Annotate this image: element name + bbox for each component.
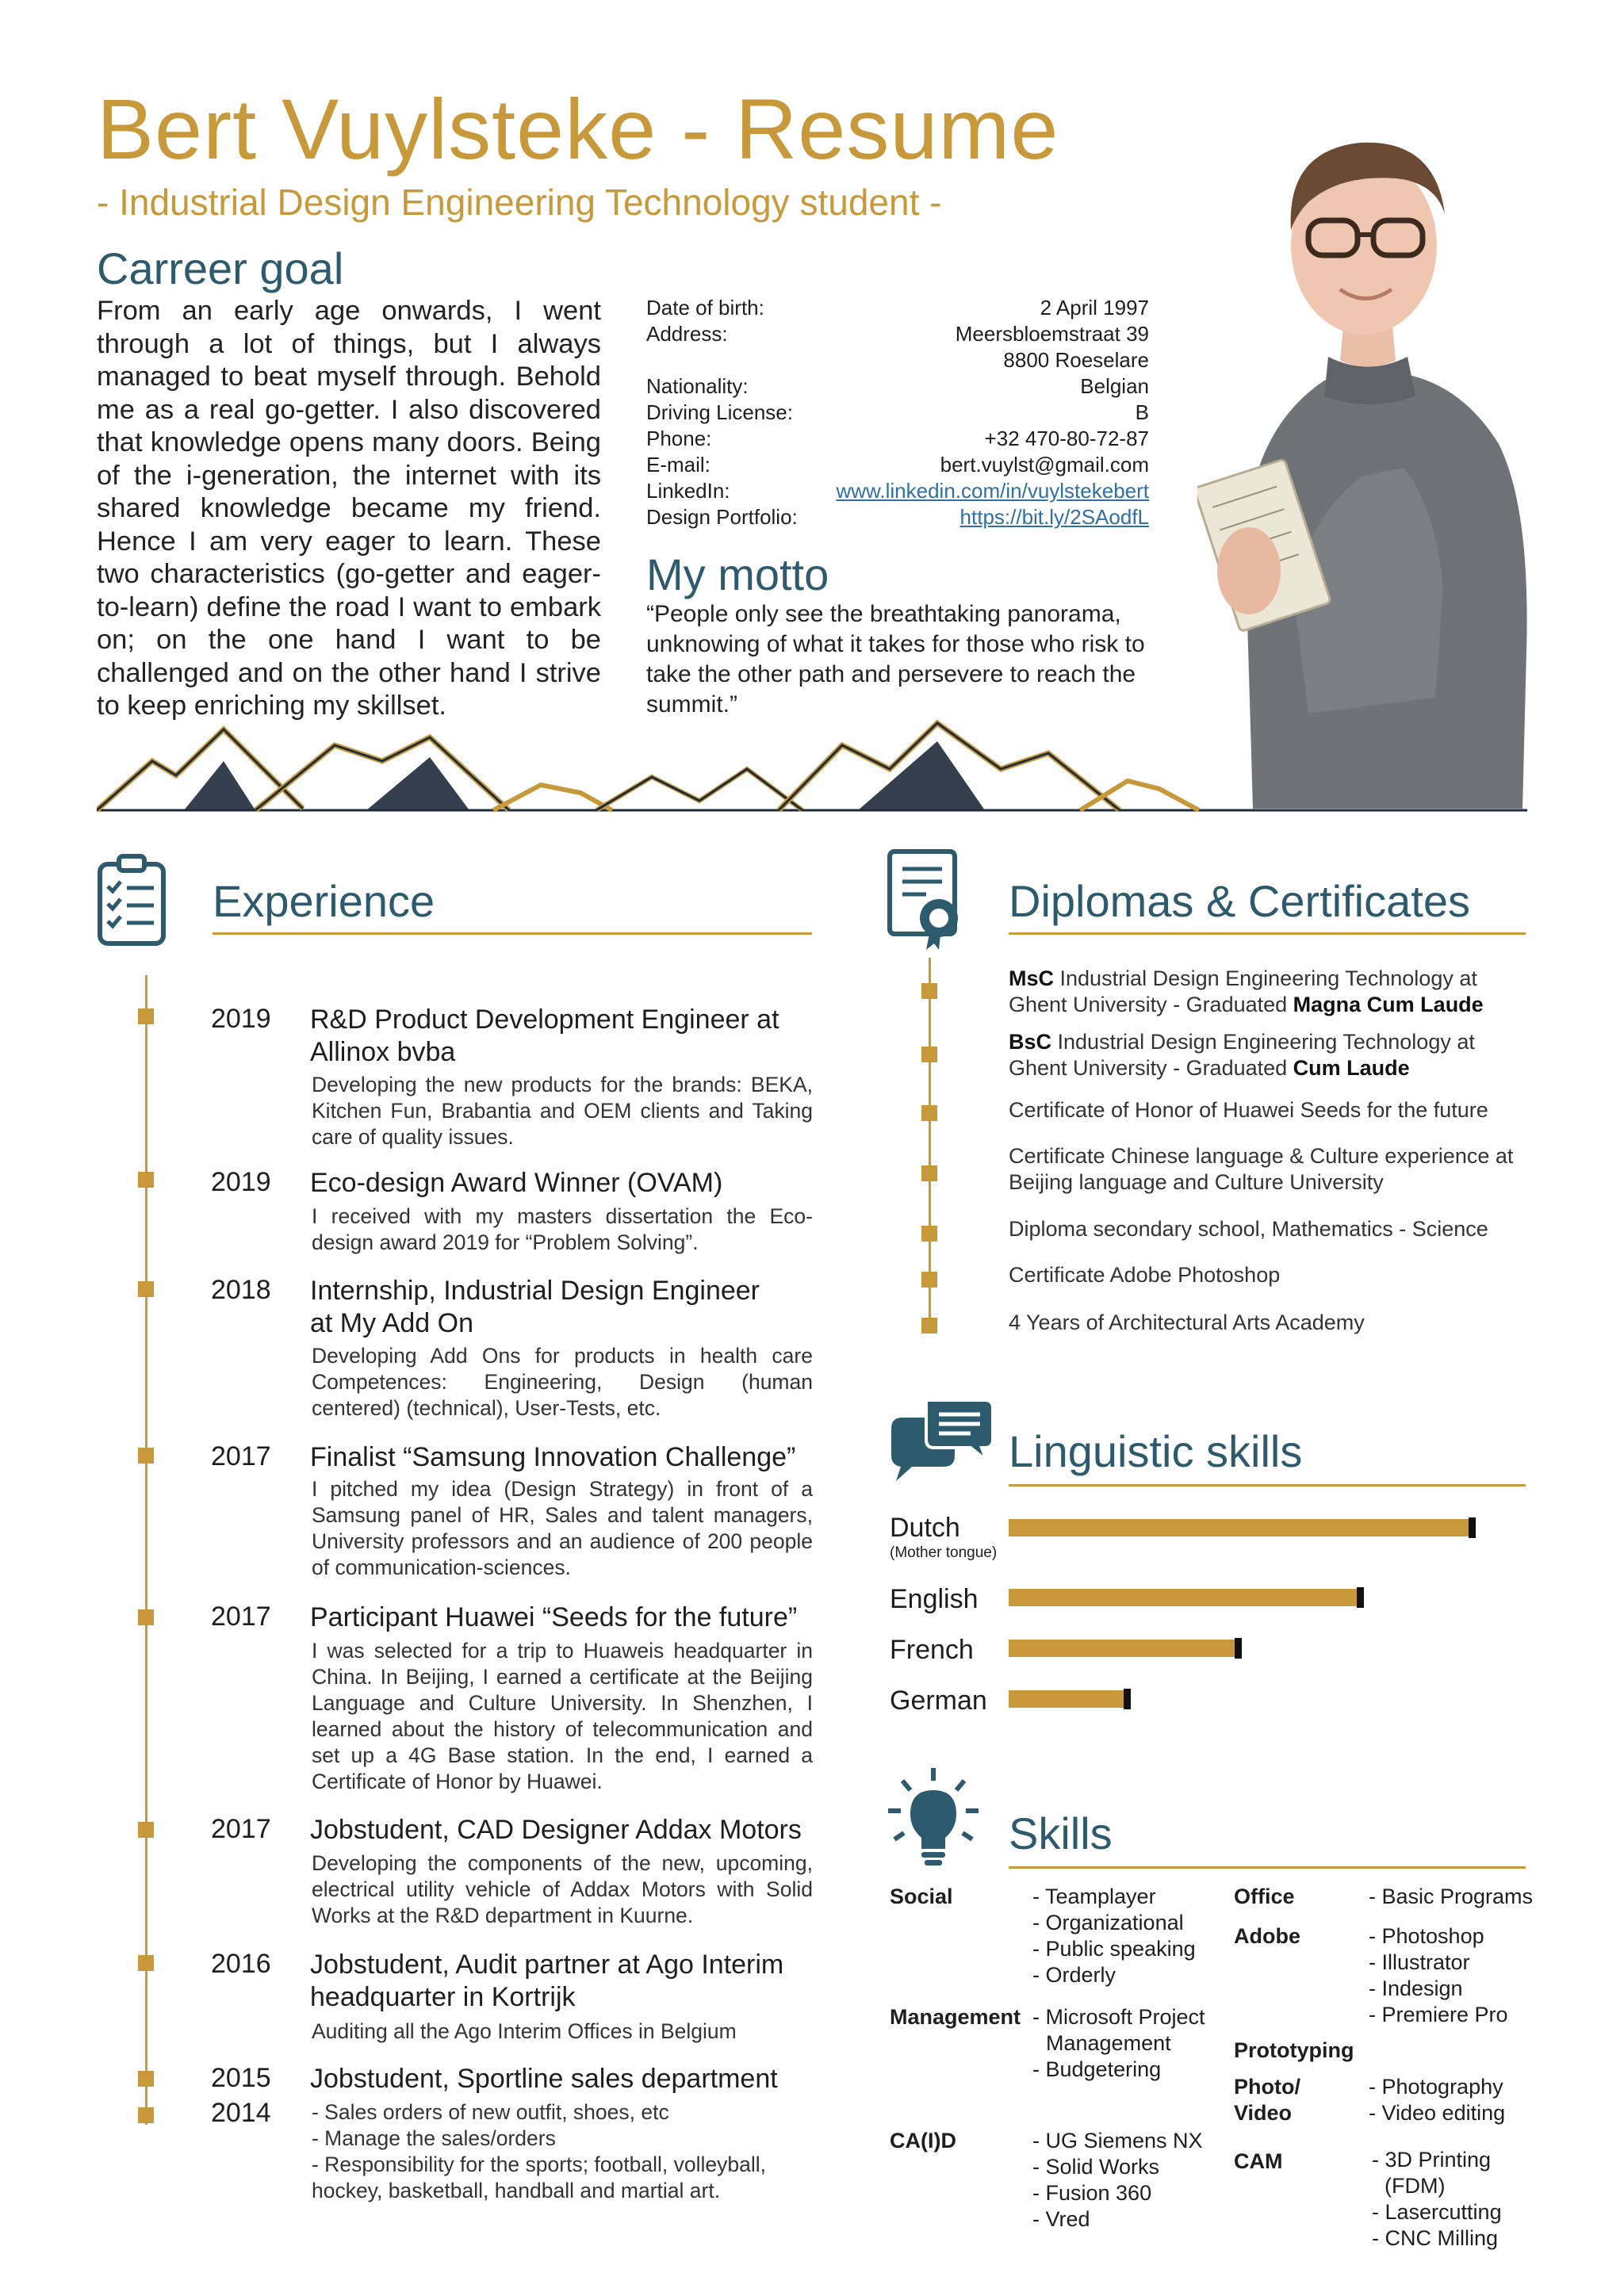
experience-description: I was selected for a trip to Huaweis headquarter in China. In Beijing, I earned a certificate at the Beijing Language and Culture University. In Shenzhen, I learned about the history of telecommunication and set up a 4G Base station. In the end, I earned a Certificate of Honor by Huawei. bbox=[312, 1639, 813, 1793]
experience-description: I pitched my idea (Design Strategy) in front of a Samsung panel of HR, Sales and talent managers, University professors and an audience of 200 people of communication-sciences. bbox=[312, 1477, 813, 1579]
skill-item: - Lasercutting bbox=[1372, 2200, 1502, 2224]
diploma-item: Certificate Adobe Photoshop bbox=[1009, 1263, 1281, 1287]
phone-label: Phone: bbox=[646, 427, 712, 450]
timeline-marker bbox=[138, 1008, 154, 1024]
skill-item: Management bbox=[1046, 2031, 1171, 2055]
career-goal-text: From an early age onwards, I went through a lot of things, but I always managed to beat myself through. Behold me as a real go-getter. I also discovered that knowledge opens many doors. Being of the i-generation, the internet with its shared knowledge became my friend. Hence I am very eager to learn. These two characteristics (go-getter and eager-to-learn) define the road I want to embark on; on the one hand I want to be challenged and on the other hand I strive to keep enriching my skillset. bbox=[97, 296, 601, 721]
timeline-marker bbox=[138, 1955, 154, 1971]
experience-title: Internship, Industrial Design Engineer at My Add On bbox=[310, 1276, 760, 1338]
bar-end-marker bbox=[1357, 1587, 1364, 1608]
skill-item: - Indesign bbox=[1369, 1976, 1463, 2000]
skill-item: - Solid Works bbox=[1032, 2155, 1160, 2179]
info-row-address2 bbox=[646, 347, 1149, 373]
diploma-degree: MsC bbox=[1009, 966, 1055, 990]
address-line2: 8800 Roeselare bbox=[1003, 348, 1149, 372]
resume-subtitle: - Industrial Design Engineering Technology student - bbox=[97, 182, 942, 223]
motto-text: “People only see the breathtaking panorama, unknowing of what it takes for those who risk to take the other path and persevere to reach the summit.” bbox=[646, 601, 1145, 718]
certificate-icon bbox=[887, 848, 966, 951]
address-line1: Meersbloemstraat 39 bbox=[955, 322, 1149, 346]
linguistic-underline bbox=[1009, 1484, 1526, 1487]
portfolio-label: Design Portfolio: bbox=[646, 505, 798, 529]
timeline-marker bbox=[921, 1318, 937, 1334]
timeline-marker bbox=[138, 1822, 154, 1838]
skill-category-cad: CA(I)D bbox=[890, 2129, 956, 2152]
career-goal-heading: Carreer goal bbox=[97, 243, 344, 293]
language-level-bar bbox=[1009, 1519, 1476, 1536]
diploma-text: Industrial Design Engineering Technology at Ghent University - Graduated bbox=[1009, 1030, 1475, 1080]
skill-item: - Vred bbox=[1032, 2207, 1090, 2231]
skill-list-cam bbox=[1372, 2147, 1502, 2252]
skill-category-video: Video bbox=[1234, 2101, 1293, 2125]
address-label: Address: bbox=[646, 322, 728, 346]
nationality-label: Nationality: bbox=[646, 374, 749, 398]
skill-category-office: Office bbox=[1234, 1885, 1295, 1908]
language-name: French bbox=[890, 1635, 974, 1665]
skill-category-prototyping: Prototyping bbox=[1234, 2038, 1354, 2062]
experience-description: Developing the new products for the brands: BEKA, Kitchen Fun, Brabantia and OEM clients and Taking care of quality issues. bbox=[312, 1073, 813, 1149]
skill-item: - Photography bbox=[1369, 2075, 1503, 2099]
mountain-divider bbox=[97, 714, 1527, 817]
diploma-degree: BsC bbox=[1009, 1030, 1052, 1054]
experience-description: Auditing all the Ago Interim Offices in Belgium bbox=[312, 2019, 737, 2043]
info-row-nationality bbox=[646, 373, 1149, 400]
skill-category-photo-video bbox=[1234, 2074, 1300, 2126]
linkedin-link[interactable]: www.linkedin.com/in/vuylstekebert bbox=[836, 479, 1149, 503]
experience-year: 2015 bbox=[211, 2063, 271, 2093]
diploma-item: Diploma secondary school, Mathematics - Science bbox=[1009, 1217, 1488, 1241]
timeline-marker bbox=[138, 1609, 154, 1625]
diploma-item: 4 Years of Architectural Arts Academy bbox=[1009, 1311, 1365, 1334]
skill-list-social bbox=[1032, 1884, 1196, 1988]
experience-description: Developing the components of the new, upcoming, electrical utility vehicle of Addax Motors with Solid Works at the R&D department in Kuurne. bbox=[312, 1851, 813, 1927]
experience-title: Finalist “Samsung Innovation Challenge” bbox=[310, 1442, 796, 1472]
experience-year: 2014 bbox=[211, 2098, 271, 2128]
email-value: bert.vuylst@gmail.com bbox=[940, 453, 1149, 476]
linguistic-heading: Linguistic skills bbox=[1009, 1426, 1303, 1476]
experience-underline bbox=[213, 932, 812, 935]
skill-item: - CNC Milling bbox=[1372, 2226, 1499, 2250]
portrait-photo bbox=[1197, 95, 1538, 809]
skill-item: - Illustrator bbox=[1369, 1950, 1470, 1974]
experience-bullet: - Responsibility for the sports; football, volleyball, hockey, basketball, handball and martial art. bbox=[312, 2152, 766, 2202]
timeline-marker bbox=[138, 2107, 154, 2123]
experience-heading: Experience bbox=[213, 876, 435, 926]
diploma-item: Certificate Chinese language & Culture experience at Beijing language and Culture University bbox=[1009, 1144, 1514, 1194]
skill-item: - Orderly bbox=[1032, 1963, 1116, 1987]
experience-bullet: - Manage the sales/orders bbox=[312, 2126, 556, 2150]
experience-timeline bbox=[145, 975, 147, 2125]
experience-year: 2017 bbox=[211, 1814, 271, 1844]
timeline-marker bbox=[921, 1165, 937, 1181]
personal-info-table bbox=[646, 295, 1149, 530]
skill-category-cam: CAM bbox=[1234, 2149, 1283, 2173]
phone-value: +32 470-80-72-87 bbox=[984, 427, 1149, 450]
skill-category-photo: Photo/ bbox=[1234, 2075, 1300, 2099]
skill-item: - Premiere Pro bbox=[1369, 2003, 1508, 2026]
experience-title: R&D Product Development Engineer at Allinox bvba bbox=[310, 1004, 779, 1067]
skill-item: - Teamplayer bbox=[1032, 1885, 1156, 1908]
skill-category-adobe: Adobe bbox=[1234, 1924, 1300, 1948]
info-row-phone bbox=[646, 426, 1149, 452]
language-level-bar bbox=[1009, 1589, 1364, 1606]
timeline-marker bbox=[921, 1047, 937, 1062]
experience-description bbox=[312, 2099, 813, 2204]
skill-list-office bbox=[1369, 1884, 1533, 1910]
dob-value: 2 April 1997 bbox=[1040, 296, 1149, 320]
timeline-marker bbox=[921, 1105, 937, 1121]
info-row-email bbox=[646, 452, 1149, 478]
timeline-marker bbox=[138, 1172, 154, 1188]
portfolio-link[interactable]: https://bit.ly/2SAodfL bbox=[959, 505, 1149, 529]
skill-item: - UG Siemens NX bbox=[1032, 2129, 1203, 2152]
license-label: Driving License: bbox=[646, 400, 793, 424]
experience-year: 2016 bbox=[211, 1949, 271, 1979]
resume-title: Bert Vuylsteke - Resume bbox=[97, 81, 1059, 177]
info-row-portfolio bbox=[646, 504, 1149, 530]
experience-year: 2017 bbox=[211, 1441, 271, 1471]
skill-list-management bbox=[1032, 2004, 1205, 2083]
language-name: English bbox=[890, 1584, 979, 1614]
timeline-marker bbox=[138, 2071, 154, 2087]
experience-year: 2019 bbox=[211, 1167, 271, 1197]
timeline-marker bbox=[921, 1272, 937, 1288]
skill-item: (FDM) bbox=[1385, 2174, 1446, 2198]
motto-heading: My motto bbox=[646, 549, 829, 599]
diploma-item: Certificate of Honor of Huawei Seeds for the future bbox=[1009, 1098, 1488, 1122]
bar-end-marker bbox=[1235, 1638, 1242, 1659]
skill-category-management: Management bbox=[890, 2005, 1021, 2029]
experience-title: Jobstudent, Audit partner at Ago Interim headquarter in Kortrijk bbox=[310, 1950, 784, 2012]
dob-label: Date of birth: bbox=[646, 296, 764, 320]
bar-end-marker bbox=[1469, 1517, 1476, 1538]
experience-year: 2019 bbox=[211, 1004, 271, 1034]
skill-category-social: Social bbox=[890, 1885, 953, 1908]
language-level-bar bbox=[1009, 1690, 1131, 1708]
diplomas-underline bbox=[1009, 932, 1526, 935]
diploma-msc bbox=[1009, 966, 1532, 1018]
info-row-address bbox=[646, 321, 1149, 347]
skill-list-adobe bbox=[1369, 1923, 1508, 2028]
linkedin-label: LinkedIn: bbox=[646, 479, 730, 503]
bar-end-marker bbox=[1124, 1689, 1131, 1709]
language-name: German bbox=[890, 1686, 987, 1716]
timeline-marker bbox=[921, 983, 937, 999]
experience-year: 2018 bbox=[211, 1275, 271, 1305]
skills-underline bbox=[1009, 1866, 1526, 1869]
diploma-bsc bbox=[1009, 1029, 1532, 1081]
skill-item: - Fusion 360 bbox=[1032, 2181, 1152, 2205]
lightbulb-icon bbox=[887, 1766, 980, 1869]
diploma-honor: Cum Laude bbox=[1293, 1056, 1410, 1080]
experience-title: Participant Huawei “Seeds for the future” bbox=[310, 1602, 798, 1632]
experience-bullet: - Sales orders of new outfit, shoes, etc bbox=[312, 2100, 669, 2124]
clipboard-icon bbox=[97, 853, 167, 947]
language-level-bar bbox=[1009, 1640, 1242, 1657]
skill-item: - 3D Printing bbox=[1372, 2148, 1492, 2172]
skill-list-cad bbox=[1032, 2128, 1203, 2233]
skill-item: - Photoshop bbox=[1369, 1924, 1484, 1948]
info-row-dob bbox=[646, 295, 1149, 321]
skill-item: - Public speaking bbox=[1032, 1937, 1196, 1961]
nationality-value: Belgian bbox=[1080, 374, 1149, 398]
diploma-text: Industrial Design Engineering Technology at Ghent University - Graduated bbox=[1009, 966, 1477, 1016]
timeline-marker bbox=[138, 1448, 154, 1464]
skills-heading: Skills bbox=[1009, 1808, 1113, 1858]
skill-list-photo-video bbox=[1369, 2074, 1505, 2126]
skill-item: - Organizational bbox=[1032, 1911, 1184, 1934]
experience-description: Developing Add Ons for products in health care Competences: Engineering, Design (human centered) (technical), User-Tests, etc. bbox=[312, 1344, 813, 1420]
email-label: E-mail: bbox=[646, 453, 710, 476]
experience-title: Jobstudent, CAD Designer Addax Motors bbox=[310, 1815, 802, 1845]
license-value: B bbox=[1135, 400, 1149, 424]
skill-item: - Basic Programs bbox=[1369, 1885, 1534, 1908]
timeline-marker bbox=[138, 1281, 154, 1297]
chat-bubbles-icon bbox=[888, 1397, 996, 1484]
experience-description: I received with my masters dissertation the Eco-design award 2019 for “Problem Solving”. bbox=[312, 1204, 813, 1254]
skill-item: - Video editing bbox=[1369, 2101, 1506, 2125]
experience-year: 2017 bbox=[211, 1601, 271, 1632]
experience-title: Jobstudent, Sportline sales department bbox=[310, 2064, 778, 2094]
skill-item: - Microsoft Project bbox=[1032, 2005, 1205, 2029]
diploma-honor: Magna Cum Laude bbox=[1293, 993, 1484, 1016]
language-name: Dutch bbox=[890, 1513, 960, 1543]
experience-title: Eco-design Award Winner (OVAM) bbox=[310, 1168, 723, 1198]
skill-item: - Budgetering bbox=[1032, 2057, 1162, 2081]
diplomas-heading: Diplomas & Certificates bbox=[1009, 876, 1470, 926]
info-row-license bbox=[646, 400, 1149, 426]
info-row-linkedin bbox=[646, 478, 1149, 504]
language-note: (Mother tongue) bbox=[890, 1544, 998, 1561]
timeline-marker bbox=[921, 1226, 937, 1242]
